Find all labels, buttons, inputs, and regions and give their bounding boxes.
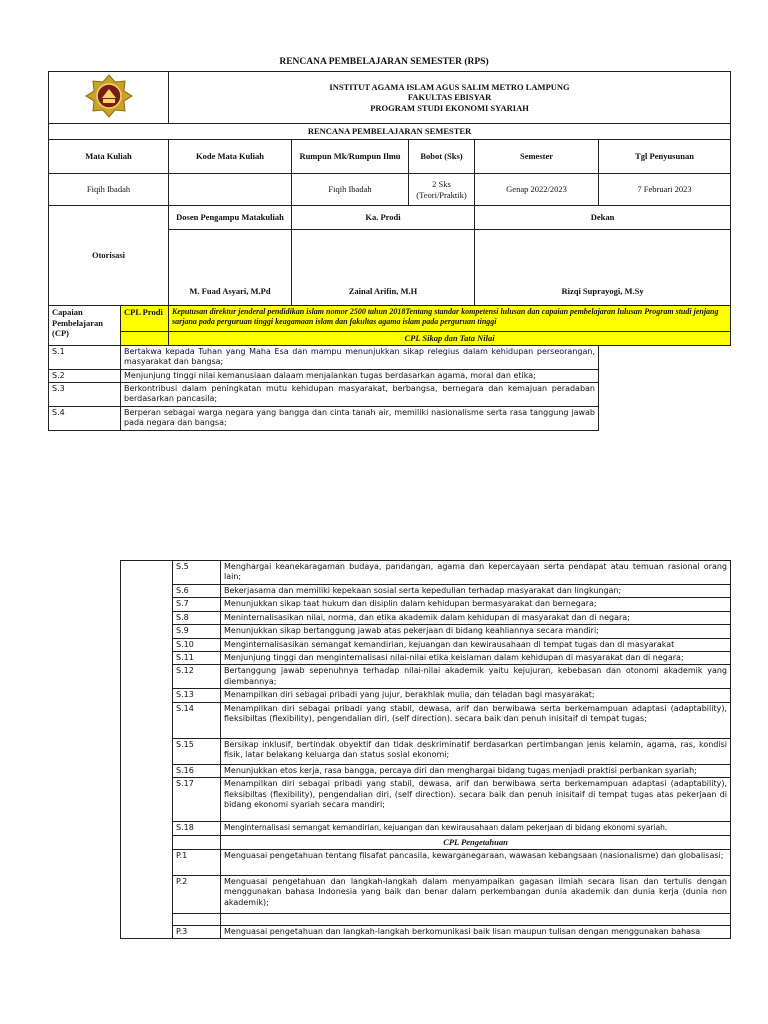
institution-logo-icon	[84, 74, 134, 118]
item-text: Menginternalisasi semangat kemandirian, kejuangan dan kewirausahaan dalam pekerjaan di bidang ekonomi syariah.	[221, 822, 731, 836]
item-text: Menampilkan diri sebagai pribadi yang jujur, berakhlak mulia, dan teladan bagi masyarakat;	[221, 689, 731, 702]
table-row	[49, 369, 731, 382]
item-code: S.9	[173, 625, 221, 638]
table-row	[49, 407, 731, 431]
item-code: S.16	[173, 764, 221, 777]
header-mata-kuliah: Mata Kuliah	[49, 140, 169, 174]
item-text: Menjunjung tinggi nilai kemanusiaan dalaam menjalankan tugas berdasarkan agama, moral dan etika;	[121, 369, 599, 382]
item-text: Menguasai pengetahuan dan langkah-langkah dalam menyampaikan gagasan ilmiah secara lisan dan tertulis dengan menggunakan bahasa Indonesia yang baik dan benar dalam perkembangan dunia akademik dan dunia kerja (dunia non akademik);	[221, 875, 731, 913]
item-code: P.3	[173, 925, 221, 938]
dosen-name: M. Fuad Asyari, M.Pd	[169, 230, 292, 306]
doc-title: RENCANA PEMBELAJARAN SEMESTER (RPS)	[279, 57, 489, 67]
item-code: S.5	[173, 561, 221, 585]
item-code: S.15	[173, 738, 221, 764]
pengetahuan-heading: CPL Pengetahuan	[221, 836, 731, 850]
value-rumpun: Fiqih Ibadah	[292, 174, 409, 206]
logo-cell	[49, 72, 169, 124]
cpl-prodi-blank	[121, 332, 169, 346]
rps-continuation-table	[120, 560, 731, 939]
item-text: Bertakwa kepada Tuhan yang Maha Esa dan mampu menunjukkan sikap relegius dalam kehidupan perseorangan, masyarakat dan bangsa;	[121, 345, 599, 369]
item-code: S.6	[173, 585, 221, 598]
item-text: Menunjukkan sikap bertanggung jawab atas pekerjaan di bidang keahliannya secara mandiri;	[221, 625, 731, 638]
item-text: Menguasai pengetahuan tentang filsafat pancasila, kewarganegaraan, wawasan kebangsaan (nasionalisme) dan globalisasi;	[221, 849, 731, 875]
item-text: Bertanggung jawab sepenuhnya terhadap nilai-nilai akademik yaitu kejujuran, kebebasan dan otonomi akademik yang diembannya;	[221, 665, 731, 689]
otorisasi-label: Otorisasi	[49, 206, 169, 306]
dosen-label: Dosen Pengampu Matakuliah	[169, 206, 292, 230]
item-text: Bekerjasama dan memiliki kepekaan sosial serta kepedulian terhadap masyarakat dan lingkungan;	[221, 585, 731, 598]
section-title: RENCANA PEMBELAJARAN SEMESTER	[49, 124, 731, 140]
header-rumpun: Rumpun Mk/Rumpun Ilmu	[292, 140, 409, 174]
cpl-prodi-label: CPL Prodi	[121, 306, 169, 332]
item-code: S.8	[173, 611, 221, 624]
header-bobot: Bobot (Sks)	[409, 140, 475, 174]
header-kode: Kode Mata Kuliah	[169, 140, 292, 174]
item-text: Meninternalisasikan nilai, norma, dan etika akademik dalam kehidupan di masyarakat dan di negara;	[221, 611, 731, 624]
item-text: Berkontribusi dalam peningkatan mutu kehidupan masyarakat, berbangsa, bernegara dan kemajuan peradaban berdasarkan pancasila;	[121, 383, 599, 407]
item-code: S.1	[49, 345, 121, 369]
item-text: Menghargai keanekaragaman budaya, pandangan, agama dan kepercayaan serta pendapat atau temuan rasional orang lain;	[221, 561, 731, 585]
value-semester: Genap 2022/2023	[475, 174, 599, 206]
item-text: Menampilkan diri sebagai pribadi yang stabil, dewasa, arif dan berwibawa serta berkemampuan adaptasi (adaptability), fleksibiltas (flexibility), pengendalian diri, (self direction). secara baik dan penuh inisitaif di tempat tugas;	[221, 702, 731, 738]
item-text: Menampilkan diri sebagai pribadi yang stabil, dewasa, arif dan berwibawa serta berkemampuan adaptasi (adaptability), fleksibiltas (flexibility), pengendalian diri, (self direction). secara baik dan penuh inisitaif di tempat tugas atas pekerjaan di bidang ekonomi syariah secara mandiri;	[221, 778, 731, 822]
table-row	[49, 345, 731, 369]
institution-header	[169, 72, 731, 124]
item-text: Menguasai pengetahuan dan langkah-langkah berkomunikasi baik lisan maupun tulisan dengan menggunakan bahasa	[221, 925, 731, 938]
item-code: S.10	[173, 638, 221, 651]
value-kode	[169, 174, 292, 206]
institution-name: INSTITUT AGAMA ISLAM AGUS SALIM METRO LAMPUNG	[329, 81, 570, 92]
value-tgl: 7 Februari 2023	[599, 174, 731, 206]
item-text: Berperan sebagai warga negara yang bangga dan cinta tanah air, memiliki nasionalisme serta rasa tanggung jawab pada negara dan bangsa;	[121, 407, 599, 431]
keputusan-text: Keputusan direktur jenderal pendidikan islam nomor 2500 tahun 2018Tentang standar kompetensi lulusan dan capaian pembelajaran lulusan Program studi jenjang sarjana pada perguruan tinggi keagamaan islam dan fakultas agama islam pada perguruan tinggi	[169, 306, 731, 332]
item-code: S.7	[173, 598, 221, 611]
item-code: S.11	[173, 651, 221, 664]
table-row	[49, 383, 731, 407]
dekan-name: Rizqi Suprayogi, M.Sy	[475, 230, 731, 306]
item-text: Menjunjung tinggi dan menginternalisasi nilai-nilai etika keislaman dalam kehidupan di masyarakat dan di negara;	[221, 651, 731, 664]
cp-label: Capaian Pembelajaran (CP)	[49, 306, 121, 346]
rps-header-table	[48, 71, 731, 431]
item-text	[221, 913, 731, 925]
value-mata-kuliah: Fiqih Ibadah	[49, 174, 169, 206]
pengetahuan-blank	[173, 836, 221, 850]
item-code: P.1	[173, 849, 221, 875]
sikap-list-page2	[121, 561, 731, 939]
item-code: S.13	[173, 689, 221, 702]
program-name: PROGRAM STUDI EKONOMI SYARIAH	[370, 102, 529, 113]
cp-label-continued	[121, 561, 173, 939]
item-text: Menunjukkan sikap taat hukum dan disiplin dalam kehidupan bermasyarakat dan bernegara;	[221, 598, 731, 611]
item-code: S.17	[173, 778, 221, 822]
kaprodi-label: Ka. Prodi	[292, 206, 475, 230]
kaprodi-name: Zainal Arifin, M.H	[292, 230, 475, 306]
item-text: Menginternalisasikan semangat kemandirian, kejuangan dan kewirausahaan di tempat tugas dan di masyarakat	[221, 638, 731, 651]
sikap-heading: CPL Sikap dan Tata Nilai	[169, 332, 731, 346]
value-bobot: 2 Sks (Teori/Praktik)	[409, 174, 475, 206]
item-code: S.4	[49, 407, 121, 431]
header-tgl: Tgl Penyusunan	[599, 140, 731, 174]
item-code: S.14	[173, 702, 221, 738]
header-semester: Semester	[475, 140, 599, 174]
item-code: S.18	[173, 822, 221, 836]
item-code: S.12	[173, 665, 221, 689]
item-code: S.3	[49, 383, 121, 407]
sikap-list-page1	[49, 345, 731, 430]
item-text: Menunjukkan etos kerja, rasa bangga, percaya diri dan menghargai bidang tugas menjadi praktisi perbankan syariah;	[221, 764, 731, 777]
faculty-name: FAKULTAS EBISYAR	[407, 92, 492, 103]
item-code: S.2	[49, 369, 121, 382]
item-text: Bersikap inklusif, bertindak obyektif dan tidak deskriminatif berdasarkan pertimbangan jenis kelamin, agama, ras, kondisi fisik, latar belakang keluarga dan status sosial ekonomi;	[221, 738, 731, 764]
item-code	[173, 913, 221, 925]
item-code: P.2	[173, 875, 221, 913]
dekan-label: Dekan	[475, 206, 731, 230]
